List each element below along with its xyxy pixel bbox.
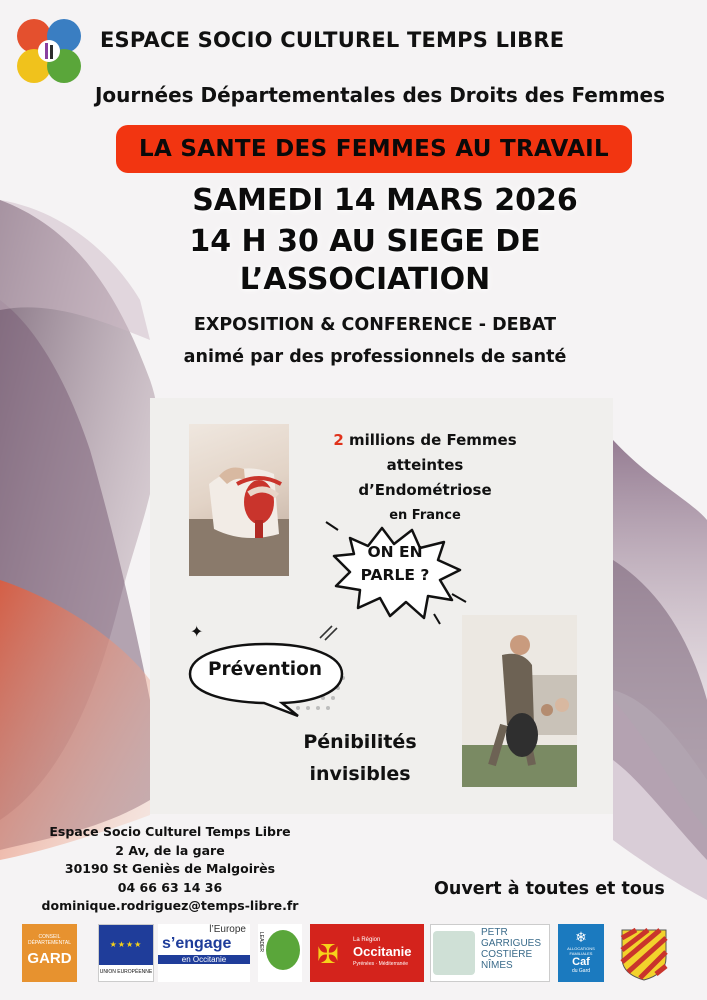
caf-line: ALLOCATIONS FAMILIALES: [567, 946, 595, 956]
gard-logo-text: GARD: [27, 950, 72, 967]
prevention-text: Prévention: [207, 659, 323, 680]
petr-line-4: NÎMES: [481, 960, 513, 971]
caf-logo: [558, 924, 604, 982]
stat-line-4: en France: [389, 508, 461, 523]
europe-engage-logo: [158, 924, 250, 982]
penib-line-1: Pénibilités: [303, 731, 417, 753]
open-to-all-text: Ouvert à toutes et tous: [434, 879, 665, 899]
leader-leaf-icon: [266, 930, 300, 970]
stat-number: 2: [333, 431, 344, 449]
stat-line-3: d’Endométriose: [358, 481, 492, 499]
contact-name: Espace Socio Culturel Temps Libre: [49, 824, 291, 839]
europe-mid: s’engage: [162, 935, 232, 952]
theme-banner-text: LA SANTE DES FEMMES AU TRAVAIL: [138, 136, 609, 162]
theme-banner: [116, 125, 632, 173]
occitanie-logo: [310, 924, 424, 982]
contact-address-1: 2 Av, de la gare: [115, 842, 225, 858]
sparkle-icon: ✦: [190, 622, 204, 641]
petr-landscape-icon: [433, 931, 475, 975]
event-time: 14 H 30 AU SIEGE DE: [189, 224, 541, 259]
petr-logo: [430, 924, 550, 982]
partner-logos: [20, 924, 690, 986]
motion-lines-icon: [316, 622, 340, 642]
burst-line-1: ON EN: [367, 543, 423, 561]
caf-sub: du Gard: [571, 968, 591, 974]
event-subtitle: Journées Départementales des Droits des Femmes: [94, 83, 666, 107]
eu-caption: UNION EUROPÉENNE: [99, 969, 153, 975]
occitan-cross-icon: ✠: [317, 939, 339, 969]
stat-line-2: atteintes: [386, 456, 464, 474]
petr-line-3: COSTIÈRE: [481, 949, 533, 960]
invisible-hardship-text: [280, 726, 440, 790]
workshop-photo: [462, 615, 577, 787]
caf-snowflake-icon: ❄: [575, 929, 587, 945]
endometriosis-stat: [310, 428, 540, 528]
europe-bottom: en Occitanie: [158, 955, 250, 964]
contact-address-2: 30190 St Geniès de Malgoirès: [64, 861, 276, 876]
association-logo: [12, 14, 86, 88]
event-host: animé par des professionnels de santé: [183, 347, 567, 367]
region-sub: Pyrénées · Méditerranée: [353, 961, 409, 967]
contact-block: [40, 823, 300, 916]
eu-logo: [98, 924, 154, 982]
eu-flag-icon: ★★★★: [99, 925, 153, 965]
event-format: EXPOSITION & CONFERENCE - DEBAT: [193, 315, 557, 335]
contact-email: dominique.rodriguez@temps-libre.fr: [41, 898, 299, 913]
petr-line-1: PETR: [481, 927, 508, 938]
leader-text: LEADER: [258, 932, 264, 953]
burst-line-2: PARLE ?: [360, 566, 430, 584]
gard-logo-small: CONSEIL DÉPARTEMENTAL: [27, 934, 72, 946]
petr-line-2: GARRIGUES: [481, 938, 542, 949]
endometriosis-photo: [189, 424, 289, 576]
commune-crest-logo: [620, 924, 668, 982]
region-small: La Région: [353, 937, 381, 943]
caf-text: Caf: [572, 956, 590, 968]
penib-line-2: invisibles: [309, 763, 411, 785]
region-name: Occitanie: [353, 944, 412, 959]
event-date: SAMEDI 14 MARS 2026: [192, 183, 578, 218]
event-place: L’ASSOCIATION: [239, 262, 491, 297]
europe-top: l’Europe: [209, 924, 246, 935]
leader-logo: [258, 924, 302, 982]
stat-line-1: millions de Femmes: [343, 431, 517, 449]
speech-burst-text: [343, 541, 447, 587]
gard-logo: [22, 924, 77, 982]
contact-phone: 04 66 63 14 36: [117, 879, 223, 895]
organization-title: ESPACE SOCIO CULTUREL TEMPS LIBRE: [100, 28, 565, 52]
